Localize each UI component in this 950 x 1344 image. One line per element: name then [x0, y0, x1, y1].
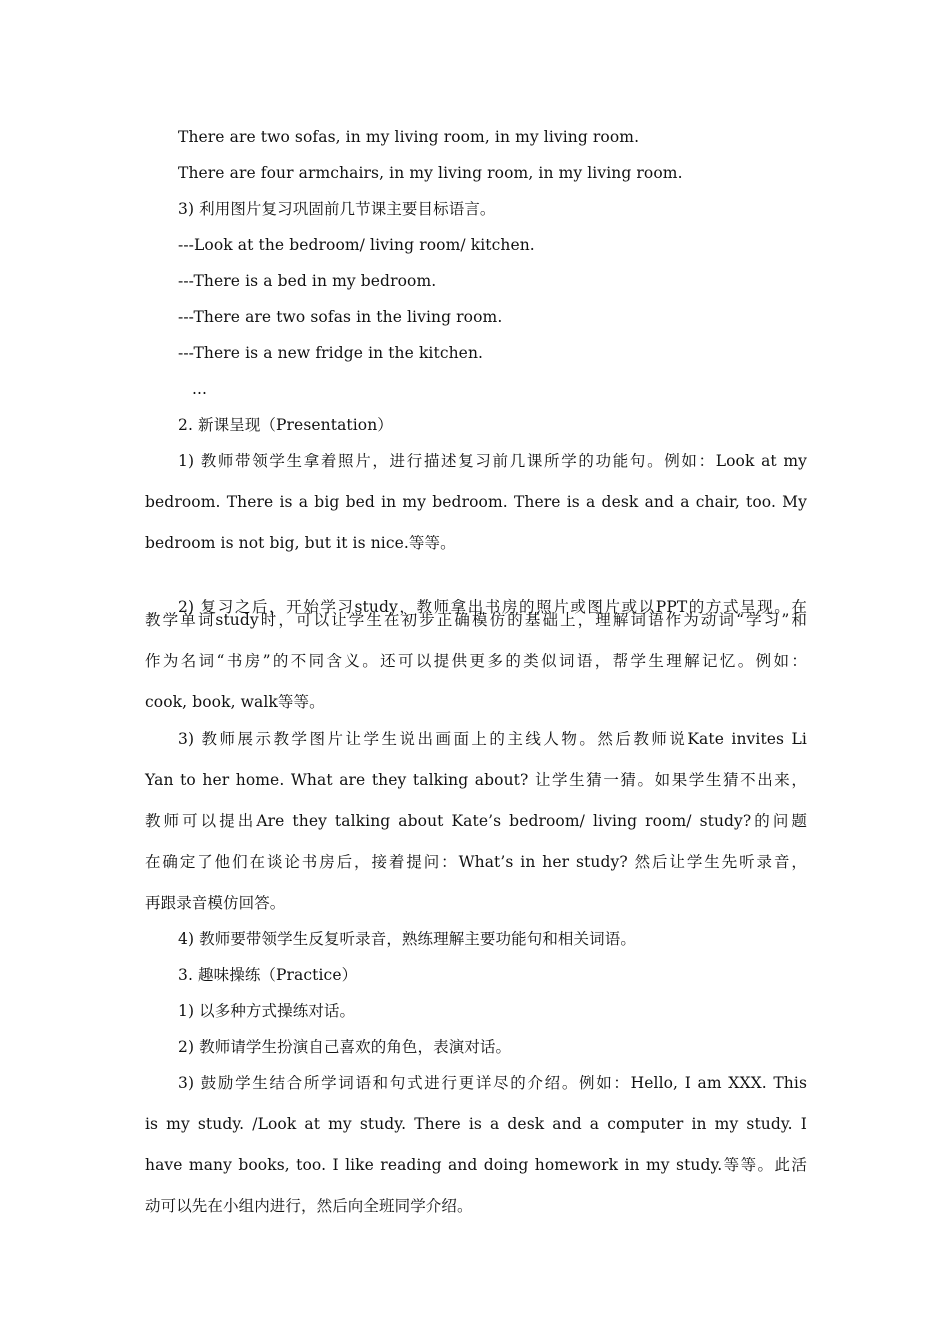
text-line: ---Look at the bedroom/ living room/ kitchen. — [178, 236, 535, 254]
ellipsis: ... — [192, 380, 208, 398]
text-line: cook, book, walk等等。 — [145, 693, 325, 711]
text-line: There are two sofas, in my living room, in my living room. — [178, 128, 640, 146]
text-line: 作为名词“书房”的不同含义。还可以提供更多的类似词语，帮学生理解记忆。例如： — [145, 652, 807, 670]
text-line: 教师可以提出Are they talking about Kate’s bedroom/ living room/ study?的问题 — [145, 812, 807, 830]
text-line: There are four armchairs, in my living room, in my living room. — [178, 164, 683, 182]
text-line: Yan to her home. What are they talking about? 让学生猜一猜。如果学生猜不出来， — [145, 771, 807, 789]
text-line: ---There is a bed in my bedroom. — [178, 272, 437, 290]
text-line: 动可以先在小组内进行，然后向全班同学介绍。 — [145, 1197, 473, 1215]
section-heading: 2. 新课呈现（Presentation） — [178, 416, 393, 434]
text-line: 4) 教师要带领学生反复听录音，熟练理解主要功能句和相关词语。 — [178, 930, 636, 948]
text-line: ---There is a new fridge in the kitchen. — [178, 344, 484, 362]
text-line: 3) 鼓励学生结合所学词语和句式进行更详尽的介绍。例如：Hello, I am XXX. This — [178, 1074, 807, 1092]
text-line: 教学单词study时，可以让学生在初步正确模仿的基础上，理解词语作为动词“学习”和 — [145, 611, 807, 629]
section-heading: 3. 趣味操练（Practice） — [178, 966, 358, 984]
text-line: 2) 复习之后，开始学习study，教师拿出书房的照片或图片或以PPT的方式呈现。在 — [178, 598, 807, 616]
text-line: have many books, too. I like reading and doing homework in my study.等等。此活 — [145, 1156, 807, 1174]
text-line: 在确定了他们在谈论书房后，接着提问：What’s in her study? 然后让学生先听录音， — [145, 853, 807, 871]
text-line: bedroom. There is a big bed in my bedroom. There is a desk and a chair, too. My — [145, 493, 807, 511]
text-line: ---There are two sofas in the living room. — [178, 308, 503, 326]
text-line: 3) 利用图片复习巩固前几节课主要目标语言。 — [178, 200, 496, 218]
text-line: 1) 教师带领学生拿着照片，进行描述复习前几课所学的功能句。例如：Look at my — [178, 452, 807, 470]
text-line: bedroom is not big, but it is nice.等等。 — [145, 534, 456, 552]
text-line: is my study. /Look at my study. There is a desk and a computer in my study. I — [145, 1115, 807, 1133]
text-line: 3) 教师展示教学图片让学生说出画面上的主线人物。然后教师说Kate invites Li — [178, 730, 807, 748]
text-line: 2) 教师请学生扮演自己喜欢的角色，表演对话。 — [178, 1038, 512, 1056]
text-line: 再跟录音模仿回答。 — [145, 894, 286, 912]
text-line: 1) 以多种方式操练对话。 — [178, 1002, 356, 1020]
